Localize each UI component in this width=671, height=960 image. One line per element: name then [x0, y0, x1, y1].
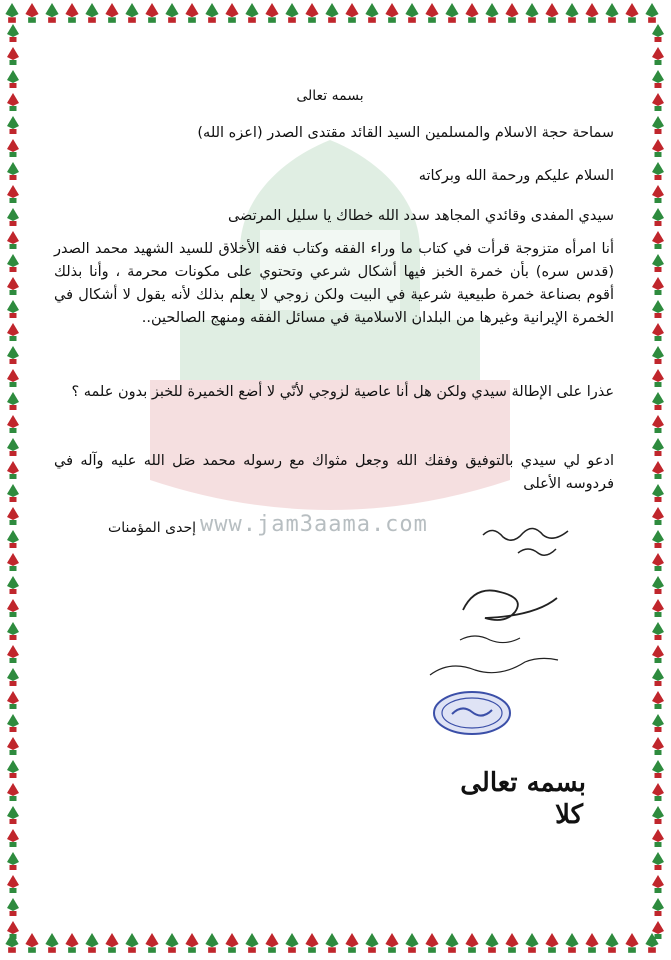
border-motif — [7, 415, 19, 433]
letter-body-paragraph-2: عذرا على الإطالة سيدي ولكن هل أنا عاصية لزوجي لأنّي لا أضع الخميرة للخبز بدون علمه ؟ — [71, 384, 614, 400]
border-motif — [325, 933, 338, 953]
border-motif — [7, 208, 19, 226]
border-motif — [652, 852, 664, 870]
decorative-border-top — [0, 0, 671, 30]
border-motif — [85, 3, 98, 23]
border-motif — [585, 933, 598, 953]
border-motif — [145, 3, 158, 23]
border-motif — [45, 3, 58, 23]
border-motif — [652, 323, 664, 341]
border-motif — [7, 300, 19, 318]
border-motif — [652, 599, 664, 617]
border-motif — [525, 933, 538, 953]
border-motif — [7, 898, 19, 916]
border-motif — [605, 933, 618, 953]
border-motif — [7, 231, 19, 249]
decorative-border-left — [0, 20, 26, 940]
border-motif — [652, 783, 664, 801]
border-motif — [485, 933, 498, 953]
decorative-border-right — [645, 20, 671, 940]
border-motif — [185, 3, 198, 23]
border-motif — [7, 553, 19, 571]
letter-greeting: بسمه تعالى — [296, 88, 364, 104]
border-motif — [652, 461, 664, 479]
border-motif — [7, 852, 19, 870]
border-motif — [405, 3, 418, 23]
border-motif — [65, 3, 78, 23]
border-motif — [652, 806, 664, 824]
border-motif — [545, 933, 558, 953]
border-motif — [7, 737, 19, 755]
border-motif — [7, 783, 19, 801]
letter-body-paragraph-1: أنا امرأه متزوجة قرأت في كتاب ما وراء الفقه وكتاب فقه الأخلاق للسيد الشهيد محمد الصدر (قدس سره) بأن خمرة الخبز فيها أشكال شرعي وتحتوي على مكونات محرمة ، وأنا بذلك أقوم بصناعة خمرة طبيعية شرعية في البيت ولكن زوجي لا يعلم بذلك لأنه يقول لا أشكال في الخمرة الإيرانية وغيرها من البلدان الاسلامية في مسائل الفقه ومنهج الصالحين.. — [54, 241, 614, 326]
border-motif — [7, 576, 19, 594]
border-motif — [565, 3, 578, 23]
border-motif — [652, 714, 664, 732]
border-motif — [652, 277, 664, 295]
border-motif — [7, 691, 19, 709]
border-motif — [265, 933, 278, 953]
border-motif — [652, 691, 664, 709]
border-motif — [265, 3, 278, 23]
border-motif — [85, 933, 98, 953]
border-motif — [652, 553, 664, 571]
border-motif — [7, 806, 19, 824]
border-motif — [652, 231, 664, 249]
reply-answer: كلا — [555, 800, 583, 830]
border-motif — [7, 346, 19, 364]
border-motif — [7, 760, 19, 778]
border-motif — [125, 933, 138, 953]
border-motif — [585, 3, 598, 23]
border-motif — [7, 507, 19, 525]
border-motif — [652, 24, 664, 42]
border-motif — [652, 185, 664, 203]
border-motif — [652, 392, 664, 410]
border-motif — [7, 70, 19, 88]
border-motif — [605, 3, 618, 23]
border-motif — [505, 3, 518, 23]
border-motif — [545, 3, 558, 23]
border-motif — [7, 47, 19, 65]
letter-praise: سيدي المفدى وقائدي المجاهد سدد الله خطاك يا سليل المرتضى — [227, 208, 614, 224]
border-motif — [652, 438, 664, 456]
border-motif — [465, 3, 478, 23]
border-motif — [7, 162, 19, 180]
border-motif — [7, 599, 19, 617]
border-motif — [485, 3, 498, 23]
border-motif — [652, 415, 664, 433]
official-seal-stamp — [432, 690, 512, 736]
border-motif — [652, 139, 664, 157]
border-motif — [565, 933, 578, 953]
border-motif — [7, 829, 19, 847]
border-motif — [205, 933, 218, 953]
border-motif — [185, 933, 198, 953]
border-motif — [105, 933, 118, 953]
border-motif — [285, 933, 298, 953]
border-motif — [652, 829, 664, 847]
border-motif — [7, 484, 19, 502]
border-motif — [225, 933, 238, 953]
border-motif — [505, 933, 518, 953]
border-motif — [7, 323, 19, 341]
border-motif — [652, 921, 664, 939]
border-motif — [7, 714, 19, 732]
border-motif — [465, 933, 478, 953]
border-motif — [425, 933, 438, 953]
border-motif — [7, 875, 19, 893]
border-motif — [25, 3, 38, 23]
border-motif — [405, 933, 418, 953]
border-motif — [7, 622, 19, 640]
border-motif — [652, 254, 664, 272]
border-motif — [7, 277, 19, 295]
border-motif — [225, 3, 238, 23]
border-motif — [365, 3, 378, 23]
handwritten-signature-large — [455, 580, 565, 630]
border-motif — [365, 933, 378, 953]
border-motif — [652, 300, 664, 318]
border-motif — [285, 3, 298, 23]
border-motif — [165, 933, 178, 953]
border-motif — [65, 933, 78, 953]
border-motif — [7, 461, 19, 479]
border-motif — [7, 185, 19, 203]
border-motif — [652, 668, 664, 686]
border-motif — [652, 898, 664, 916]
border-motif — [652, 346, 664, 364]
border-motif — [7, 254, 19, 272]
border-motif — [445, 933, 458, 953]
border-motif — [385, 3, 398, 23]
border-motif — [7, 93, 19, 111]
border-motif — [625, 3, 638, 23]
border-motif — [7, 392, 19, 410]
border-motif — [625, 933, 638, 953]
border-motif — [345, 3, 358, 23]
border-motif — [385, 933, 398, 953]
border-motif — [105, 3, 118, 23]
border-motif — [165, 3, 178, 23]
border-motif — [305, 3, 318, 23]
border-motif — [652, 484, 664, 502]
border-motif — [245, 933, 258, 953]
letter-signer: إحدى المؤمنات — [108, 520, 196, 536]
border-motif — [652, 507, 664, 525]
border-motif — [345, 933, 358, 953]
border-motif — [652, 576, 664, 594]
border-motif — [652, 530, 664, 548]
border-motif — [7, 24, 19, 42]
border-motif — [652, 737, 664, 755]
handwritten-annotation — [420, 630, 565, 685]
border-motif — [7, 668, 19, 686]
letter-body-paragraph-3: ادعو لي سيدي بالتوفيق وفقك الله وجعل مثواك مع رسوله محمد صَل الله عليه وآله في فردوسه الأعلى — [54, 453, 614, 492]
border-motif — [652, 369, 664, 387]
border-motif — [425, 3, 438, 23]
border-motif — [7, 139, 19, 157]
border-motif — [652, 645, 664, 663]
border-motif — [205, 3, 218, 23]
border-motif — [445, 3, 458, 23]
border-motif — [145, 933, 158, 953]
border-motif — [652, 162, 664, 180]
border-motif — [652, 47, 664, 65]
border-motif — [7, 116, 19, 134]
border-motif — [7, 530, 19, 548]
border-motif — [305, 933, 318, 953]
border-motif — [652, 622, 664, 640]
border-motif — [325, 3, 338, 23]
handwritten-signature-small — [478, 515, 578, 560]
border-motif — [7, 438, 19, 456]
border-motif — [245, 3, 258, 23]
border-motif — [652, 760, 664, 778]
border-motif — [7, 369, 19, 387]
watermark-url: www.jam3aama.com — [200, 512, 428, 537]
letter-salutation: السلام عليكم ورحمة الله وبركاته — [418, 168, 614, 184]
border-motif — [652, 70, 664, 88]
border-motif — [525, 3, 538, 23]
letter-address-line: سماحة حجة الاسلام والمسلمين السيد القائد مقتدى الصدر (اعزه الله) — [197, 125, 614, 141]
border-motif — [7, 921, 19, 939]
decorative-border-bottom — [0, 930, 671, 960]
border-motif — [652, 875, 664, 893]
border-motif — [652, 93, 664, 111]
border-motif — [652, 116, 664, 134]
border-motif — [652, 208, 664, 226]
border-motif — [7, 645, 19, 663]
border-motif — [25, 933, 38, 953]
border-motif — [125, 3, 138, 23]
reply-greeting: بسمه تعالى — [460, 768, 586, 798]
border-motif — [45, 933, 58, 953]
